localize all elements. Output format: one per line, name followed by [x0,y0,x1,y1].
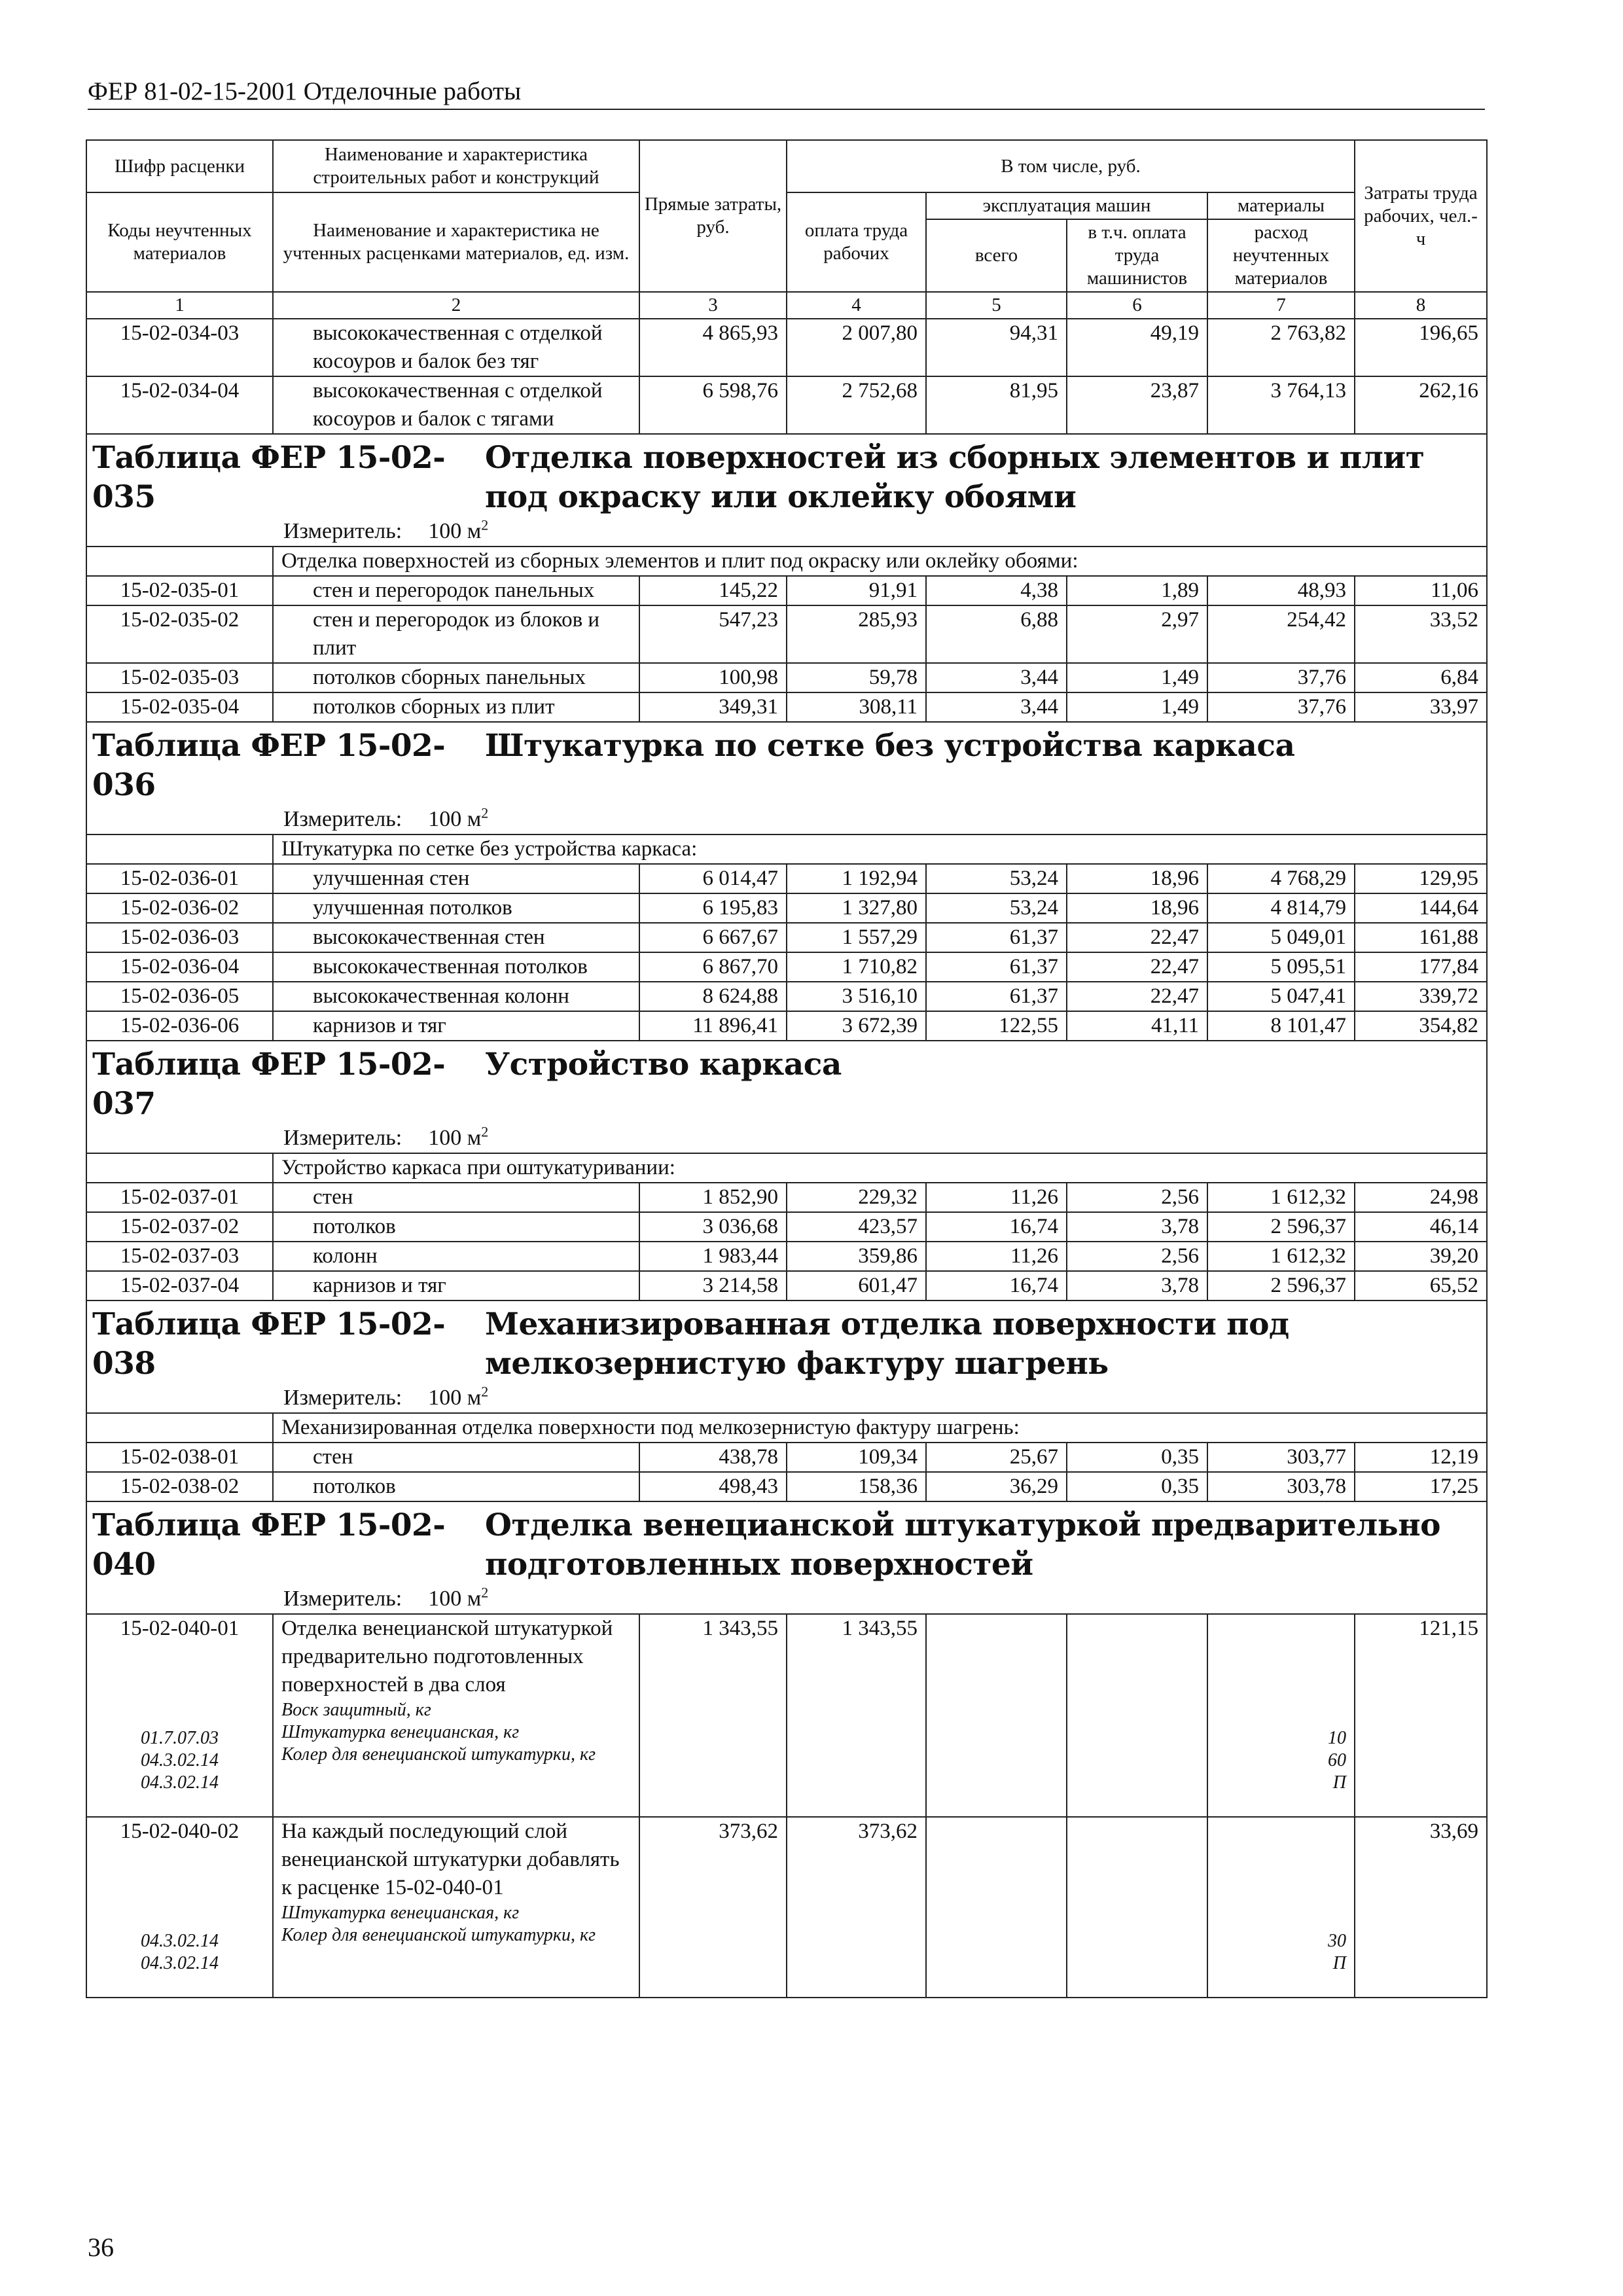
table-row [86,923,1487,952]
machines-total: 16,74 [926,1271,1067,1300]
labor-pay: 373,62 [787,1817,926,1998]
machinists-pay: 18,96 [1067,864,1207,893]
machinists-pay: 2,56 [1067,1242,1207,1271]
materials-cost: 1 612,32 [1207,1242,1355,1271]
rate-name: карнизов и тяг [273,1011,639,1041]
machines-total: 3,44 [926,663,1067,692]
materials-cost: 4 814,79 [1207,893,1355,923]
labor-hours: 12,19 [1355,1443,1487,1472]
labor-pay: 1 327,80 [787,893,926,923]
machinists-pay: 1,49 [1067,663,1207,692]
meter-value: 100 м [428,1386,482,1410]
table-title [87,726,1486,805]
labor-hours: 11,06 [1355,576,1487,605]
meter-label: Измеритель: [283,807,402,831]
table-row [86,952,1487,982]
materials-cost: 5 047,41 [1207,982,1355,1011]
meter-label: Измеритель: [283,1386,402,1410]
materials-cost: 254,42 [1207,605,1355,663]
col-number: 3 [639,292,787,319]
rate-code [86,1817,273,1998]
table-body [86,319,1487,1998]
table-title [87,439,1486,517]
table-title-cell [86,434,1487,547]
col-number: 2 [273,292,639,319]
material-code: 01.7.07.03 [141,1728,219,1748]
price-table-container [86,139,1486,1998]
machinists-pay: 2,97 [1067,605,1207,663]
table-title-cell [86,1041,1487,1153]
rate-name: высококачественная колонн [273,982,639,1011]
col-labor-pay-header: оплата труда рабочих [787,192,926,292]
labor-pay: 158,36 [787,1472,926,1501]
group-empty-cell [86,1413,273,1443]
rate-name: стен и перегородок из блоков и плит [273,605,639,663]
labor-pay: 308,11 [787,692,926,722]
labor-hours: 24,98 [1355,1183,1487,1212]
materials-cost: 4 768,29 [1207,864,1355,893]
table-row [86,1183,1487,1212]
rate-name: высококачественная с отделкой косоуров и балок без тяг [273,319,639,376]
direct-cost: 547,23 [639,605,787,663]
materials-cost: 5 049,01 [1207,923,1355,952]
direct-cost: 8 624,88 [639,982,787,1011]
materials-cost: 37,76 [1207,692,1355,722]
labor-hours: 17,25 [1355,1472,1487,1501]
materials-cost: 5 095,51 [1207,952,1355,982]
col-incl-header: В том числе, руб. [787,140,1355,192]
table-row [86,893,1487,923]
material-code: 04.3.02.14 [141,1953,219,1973]
table-title-row [86,722,1487,834]
material-name: Колер для венецианской штукатурки, кг [281,1744,596,1765]
rate-code: 15-02-036-02 [86,893,273,923]
machinists-pay: 22,47 [1067,923,1207,952]
table-label: Таблица ФЕР 15-02-040 [92,1507,446,1583]
material-qty: П [1332,1953,1346,1973]
materials-cost: 2 596,37 [1207,1271,1355,1300]
machines-total: 61,37 [926,952,1067,982]
group-row [86,547,1487,576]
group-title: Механизированная отделка поверхности под мелкозернистую фактуру шагрень: [273,1413,1487,1443]
material-qty: 10 [1328,1728,1346,1748]
meter-sup: 2 [481,516,489,533]
rate-code: 15-02-035-03 [86,663,273,692]
labor-pay: 2 752,68 [787,376,926,434]
rate-code: 15-02-034-04 [86,376,273,434]
rate-code: 15-02-034-03 [86,319,273,376]
material-name: Штукатурка венецианская, кг [281,1903,520,1923]
machines-total: 61,37 [926,923,1067,952]
rate-code-value: 15-02-040-01 [120,1617,240,1640]
rate-name: колонн [273,1242,639,1271]
labor-pay: 601,47 [787,1271,926,1300]
labor-pay: 1 192,94 [787,864,926,893]
machines-total: 81,95 [926,376,1067,434]
meter [87,1124,1486,1153]
table-row [86,376,1487,434]
rate-code: 15-02-038-02 [86,1472,273,1501]
direct-cost: 373,62 [639,1817,787,1998]
col-machines-total-header: всего [926,219,1067,292]
machines-total: 3,44 [926,692,1067,722]
labor-pay: 285,93 [787,605,926,663]
materials-cost: 3 764,13 [1207,376,1355,434]
machines-total [926,1614,1067,1817]
meter-label: Измеритель: [283,1126,402,1150]
col-number: 5 [926,292,1067,319]
material-code: 04.3.02.14 [141,1772,219,1793]
rate-name-value: Отделка венецианской штукатуркой предварительно подготовленных поверхностей в два слоя [281,1617,613,1696]
table-name: Отделка венецианской штукатуркой предварительно подготовленных поверхностей [485,1507,1440,1583]
table-row [86,1011,1487,1041]
col-number: 7 [1207,292,1355,319]
machinists-pay: 2,56 [1067,1183,1207,1212]
group-row [86,1153,1487,1183]
material-qty: 30 [1328,1931,1346,1951]
direct-cost: 6 867,70 [639,952,787,982]
rate-name: стен [273,1443,639,1472]
direct-cost: 100,98 [639,663,787,692]
machinists-pay: 22,47 [1067,952,1207,982]
col-code-sub-header: Коды неучтенных материалов [86,192,273,292]
rate-name: стен и перегородок панельных [273,576,639,605]
table-name: Штукатурка по сетке без устройства каркаса [485,728,1295,764]
rate-name-value: На каждый последующий слой венецианской штукатурки добавлять к расценке 15-02-040-01 [281,1820,620,1899]
materials-cost: 2 596,37 [1207,1212,1355,1242]
meter-value: 100 м [428,519,482,543]
table-name: Отделка поверхностей из сборных элементов и плит под окраску или оклейку обоями [485,440,1425,515]
machinists-pay: 22,47 [1067,982,1207,1011]
labor-hours: 354,82 [1355,1011,1487,1041]
labor-hours: 196,65 [1355,319,1487,376]
machines-total: 6,88 [926,605,1067,663]
material-code: 04.3.02.14 [141,1750,219,1770]
meter-value: 100 м [428,1126,482,1150]
machines-total: 94,31 [926,319,1067,376]
table-row [86,982,1487,1011]
rate-name: карнизов и тяг [273,1271,639,1300]
machinists-pay [1067,1817,1207,1998]
direct-cost: 6 667,67 [639,923,787,952]
meter-sup: 2 [481,1584,489,1601]
materials-cost [1207,1817,1355,1998]
spacer [1216,1818,1346,1930]
machines-total: 36,29 [926,1472,1067,1501]
table-title-row [86,434,1487,547]
material-name: Штукатурка венецианская, кг [281,1722,520,1742]
table-row [86,864,1487,893]
rate-code: 15-02-036-05 [86,982,273,1011]
machines-total: 11,26 [926,1242,1067,1271]
meter-value: 100 м [428,807,482,831]
machines-total: 16,74 [926,1212,1067,1242]
rate-code: 15-02-036-04 [86,952,273,982]
rate-name [273,1614,639,1817]
material-qty: 60 [1328,1750,1346,1770]
direct-cost: 4 865,93 [639,319,787,376]
meter [87,1384,1486,1412]
rate-name: высококачественная с отделкой косоуров и балок с тягами [273,376,639,434]
labor-hours: 33,52 [1355,605,1487,663]
labor-pay: 1 343,55 [787,1614,926,1817]
direct-cost: 3 214,58 [639,1271,787,1300]
meter [87,805,1486,834]
group-empty-cell [86,834,273,864]
meter-value: 100 м [428,1587,482,1611]
materials-cost: 48,93 [1207,576,1355,605]
machines-total [926,1817,1067,1998]
materials-cost: 1 612,32 [1207,1183,1355,1212]
rate-name: потолков сборных из плит [273,692,639,722]
col-labor-hours-header: Затраты труда рабочих, чел.-ч [1355,140,1487,292]
direct-cost: 6 195,83 [639,893,787,923]
direct-cost: 1 983,44 [639,1242,787,1271]
table-row [86,692,1487,722]
col-code-header: Шифр расценки [86,140,273,192]
rate-code: 15-02-036-03 [86,923,273,952]
col-machinists-pay-header: в т.ч. оплата труда машинистов [1067,219,1207,292]
table-name: Механизированная отделка поверхности под мелкозернистую фактуру шагрень [485,1306,1289,1382]
table-title-cell [86,722,1487,834]
col-name-header: Наименование и характеристика строительных работ и конструкций [273,140,639,192]
table-title [87,1045,1486,1124]
labor-pay: 1 710,82 [787,952,926,982]
col-name-sub-header: Наименование и характеристика не учтенных расценками материалов, ед. изм. [273,192,639,292]
table-row [86,319,1487,376]
rate-name: высококачественная потолков [273,952,639,982]
col-number: 8 [1355,292,1487,319]
machinists-pay: 0,35 [1067,1443,1207,1472]
rate-code: 15-02-035-04 [86,692,273,722]
meter [87,1585,1486,1613]
group-title: Штукатурка по сетке без устройства каркаса: [273,834,1487,864]
labor-hours: 121,15 [1355,1614,1487,1817]
rate-code: 15-02-035-02 [86,605,273,663]
col-number: 6 [1067,292,1207,319]
rate-name: потолков сборных панельных [273,663,639,692]
machinists-pay: 1,49 [1067,692,1207,722]
labor-pay: 59,78 [787,663,926,692]
labor-hours: 144,64 [1355,893,1487,923]
labor-hours: 339,72 [1355,982,1487,1011]
table-row [86,605,1487,663]
materials-cost: 2 763,82 [1207,319,1355,376]
direct-cost: 498,43 [639,1472,787,1501]
labor-pay: 3 516,10 [787,982,926,1011]
table-row [86,1271,1487,1300]
labor-hours: 46,14 [1355,1212,1487,1242]
materials-cost: 37,76 [1207,663,1355,692]
meter-sup: 2 [481,1123,489,1140]
rate-name: стен [273,1183,639,1212]
machines-total: 61,37 [926,982,1067,1011]
direct-cost: 6 014,47 [639,864,787,893]
machines-total: 53,24 [926,893,1067,923]
table-row [86,1614,1487,1817]
material-code: 04.3.02.14 [141,1931,219,1951]
col-machines-header: эксплуатация машин [926,192,1207,219]
machinists-pay: 23,87 [1067,376,1207,434]
direct-cost: 349,31 [639,692,787,722]
table-row [86,1817,1487,1998]
table-label: Таблица ФЕР 15-02-035 [92,440,446,515]
labor-pay: 91,91 [787,576,926,605]
rate-name: высококачественная стен [273,923,639,952]
table-label: Таблица ФЕР 15-02-036 [92,728,446,803]
direct-cost: 6 598,76 [639,376,787,434]
direct-cost: 1 343,55 [639,1614,787,1817]
rate-name: потолков [273,1212,639,1242]
table-title-row [86,1501,1487,1614]
machinists-pay: 0,35 [1067,1472,1207,1501]
table-label: Таблица ФЕР 15-02-038 [92,1306,446,1382]
labor-pay: 1 557,29 [787,923,926,952]
meter-sup: 2 [481,1383,489,1400]
rate-code: 15-02-038-01 [86,1443,273,1472]
table-row [86,1443,1487,1472]
table-title-cell [86,1501,1487,1614]
meter-sup: 2 [481,804,489,821]
materials-cost: 8 101,47 [1207,1011,1355,1041]
machinists-pay [1067,1614,1207,1817]
col-materials-header: материалы [1207,192,1355,219]
spacer [1216,1615,1346,1727]
table-row [86,1472,1487,1501]
materials-cost: 303,77 [1207,1443,1355,1472]
labor-pay: 2 007,80 [787,319,926,376]
meter [87,517,1486,546]
group-empty-cell [86,1153,273,1183]
machines-total: 25,67 [926,1443,1067,1472]
meter-label: Измеритель: [283,1587,402,1611]
table-row [86,1242,1487,1271]
table-title-row [86,1041,1487,1153]
direct-cost: 438,78 [639,1443,787,1472]
labor-pay: 423,57 [787,1212,926,1242]
group-title: Отделка поверхностей из сборных элементов и плит под окраску или оклейку обоями: [273,547,1487,576]
rate-code: 15-02-037-03 [86,1242,273,1271]
labor-hours: 177,84 [1355,952,1487,982]
machines-total: 122,55 [926,1011,1067,1041]
machinists-pay: 41,11 [1067,1011,1207,1041]
machines-total: 11,26 [926,1183,1067,1212]
labor-hours: 129,95 [1355,864,1487,893]
direct-cost: 3 036,68 [639,1212,787,1242]
group-empty-cell [86,547,273,576]
spacer [95,1846,264,1930]
direct-cost: 145,22 [639,576,787,605]
material-name: Воск защитный, кг [281,1700,431,1720]
rate-code: 15-02-037-02 [86,1212,273,1242]
col-direct-header: Прямые затраты, руб. [639,140,787,292]
labor-hours: 33,69 [1355,1817,1487,1998]
group-row [86,1413,1487,1443]
labor-hours: 6,84 [1355,663,1487,692]
table-title [87,1305,1486,1384]
rate-name: потолков [273,1472,639,1501]
col-number: 1 [86,292,273,319]
labor-hours: 33,97 [1355,692,1487,722]
col-number: 4 [787,292,926,319]
rate-name: улучшенная стен [273,864,639,893]
direct-cost: 1 852,90 [639,1183,787,1212]
machines-total: 53,24 [926,864,1067,893]
labor-pay: 3 672,39 [787,1011,926,1041]
table-row [86,1212,1487,1242]
machines-total: 4,38 [926,576,1067,605]
price-table [86,139,1488,1998]
rate-code: 15-02-036-01 [86,864,273,893]
machinists-pay: 49,19 [1067,319,1207,376]
materials-cost [1207,1614,1355,1817]
direct-cost: 11 896,41 [639,1011,787,1041]
table-title-row [86,1300,1487,1413]
rate-code-value: 15-02-040-02 [120,1820,240,1843]
labor-hours: 65,52 [1355,1271,1487,1300]
labor-hours: 39,20 [1355,1242,1487,1271]
page-number: 36 [88,2233,114,2262]
group-title: Устройство каркаса при оштукатуривании: [273,1153,1487,1183]
page-header: ФЕР 81-02-15-2001 Отделочные работы [88,77,1485,110]
material-qty: П [1332,1772,1346,1793]
rate-code: 15-02-035-01 [86,576,273,605]
labor-pay: 109,34 [787,1443,926,1472]
rate-code: 15-02-036-06 [86,1011,273,1041]
group-row [86,834,1487,864]
table-title-cell [86,1300,1487,1413]
table-row [86,663,1487,692]
rate-code: 15-02-037-01 [86,1183,273,1212]
spacer [95,1643,264,1727]
labor-hours: 262,16 [1355,376,1487,434]
table-name: Устройство каркаса [485,1047,842,1083]
machinists-pay: 3,78 [1067,1212,1207,1242]
materials-cost: 303,78 [1207,1472,1355,1501]
machinists-pay: 18,96 [1067,893,1207,923]
table-label: Таблица ФЕР 15-02-037 [92,1047,446,1122]
rate-code [86,1614,273,1817]
labor-pay: 359,86 [787,1242,926,1271]
column-numbers-row [86,292,1487,319]
table-row [86,576,1487,605]
rate-name [273,1817,639,1998]
meter-label: Измеритель: [283,519,402,543]
rate-name: улучшенная потолков [273,893,639,923]
machinists-pay: 3,78 [1067,1271,1207,1300]
rate-code: 15-02-037-04 [86,1271,273,1300]
col-materials-sub-header: расход неучтенных материалов [1207,219,1355,292]
machinists-pay: 1,89 [1067,576,1207,605]
labor-pay: 229,32 [787,1183,926,1212]
table-header [86,140,1487,319]
material-name: Колер для венецианской штукатурки, кг [281,1925,596,1945]
table-title [87,1506,1486,1585]
labor-hours: 161,88 [1355,923,1487,952]
